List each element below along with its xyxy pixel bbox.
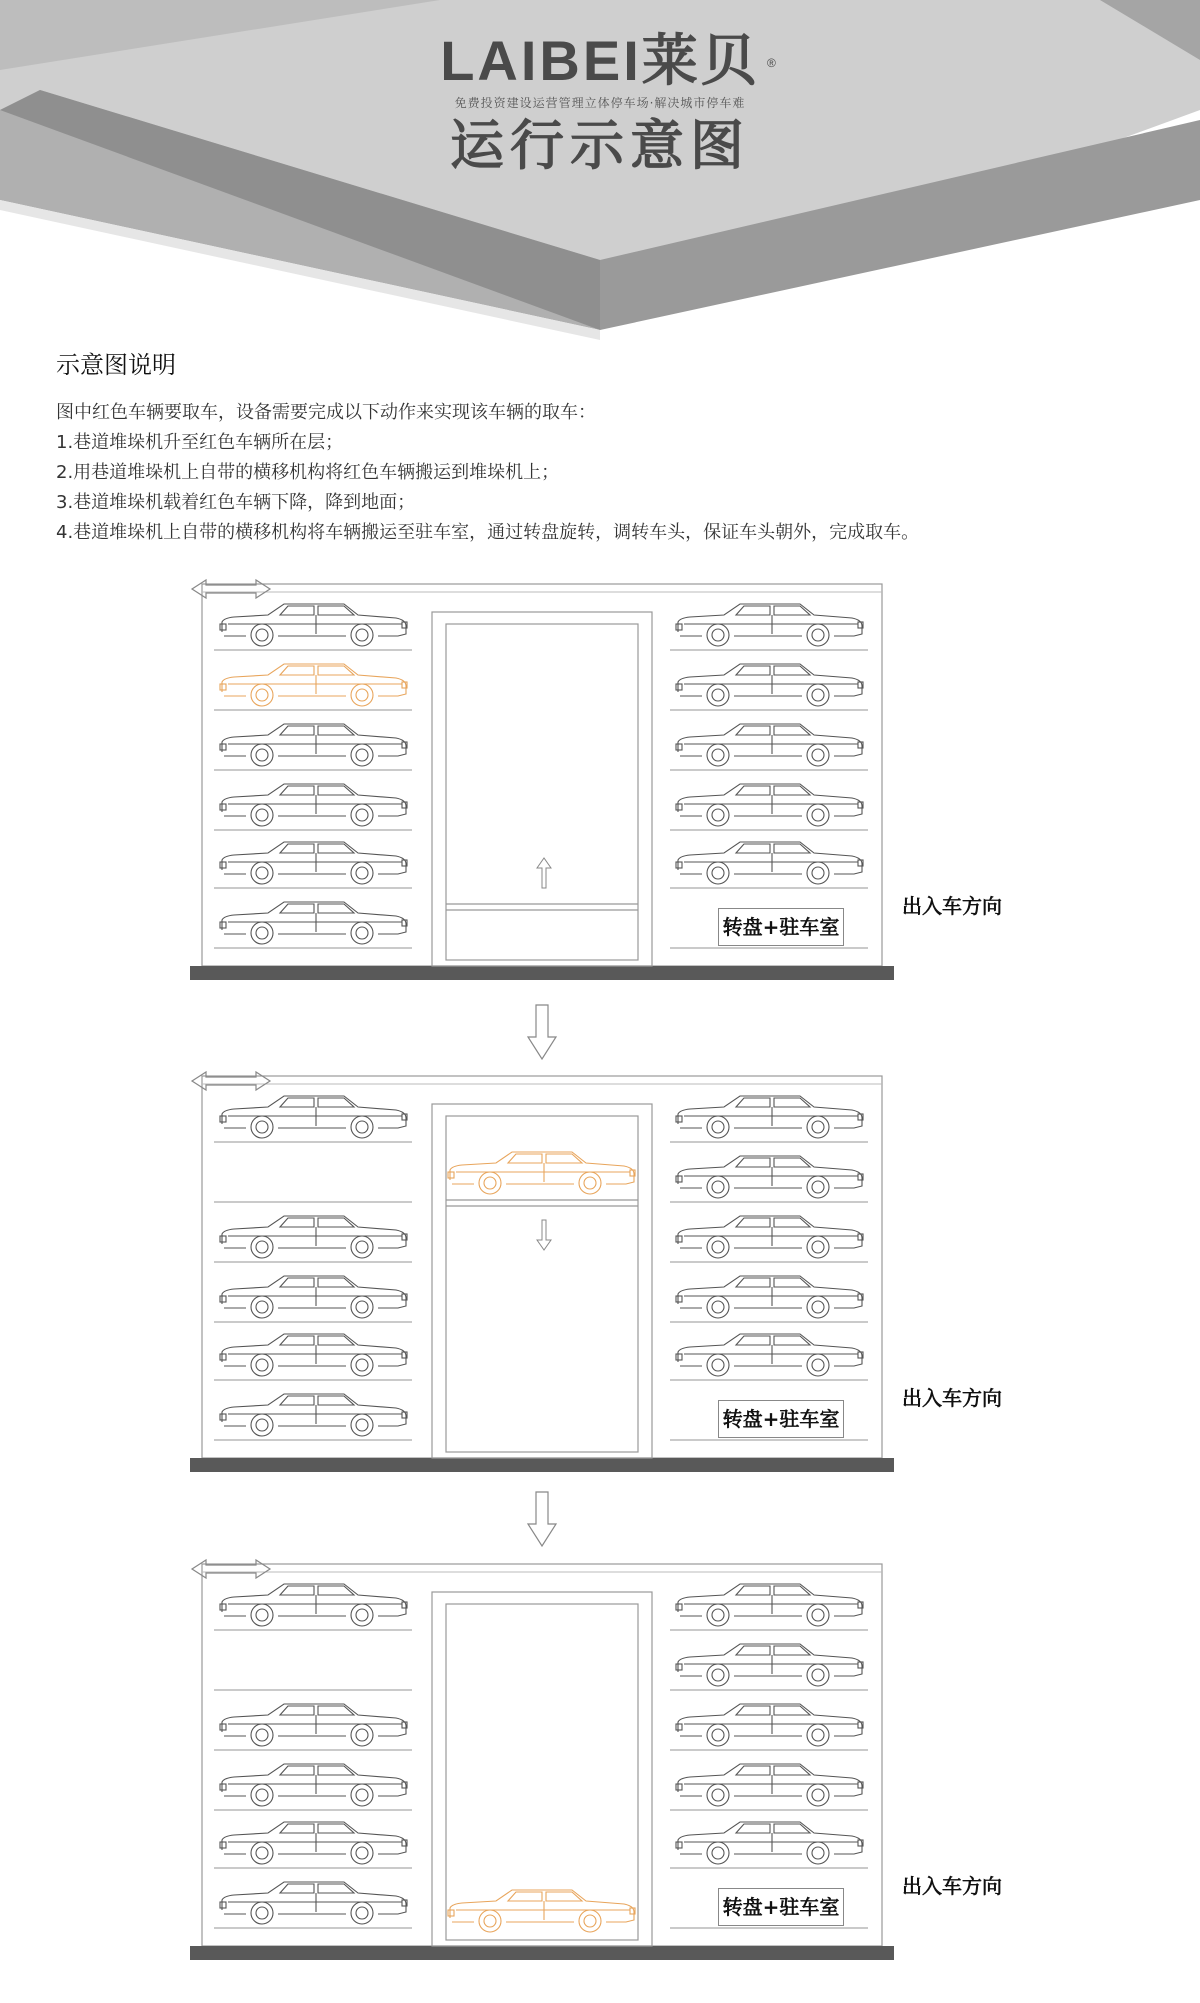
parked-car: [220, 1764, 407, 1806]
diagram-stage-3: [190, 1558, 1010, 1958]
parked-car: [220, 1216, 407, 1258]
description-step-1: 1.巷道堆垛机升至红色车辆所在层；: [56, 432, 344, 453]
arrow-down-icon: [537, 1220, 551, 1250]
brand-logo: [440, 29, 776, 92]
parked-car: [676, 1276, 863, 1318]
parked-car: [676, 1584, 863, 1626]
parked-car: [676, 1216, 863, 1258]
entry-direction-label: 出入车方向: [902, 1386, 1002, 1410]
double-arrow-icon: [190, 1558, 272, 1580]
parked-car: [676, 664, 863, 706]
ground-base: [190, 1458, 894, 1472]
parked-car: [676, 842, 863, 884]
lift-inner-shaft: [446, 1116, 638, 1452]
ground-base: [190, 966, 894, 980]
turntable-room-label: 转盘+驻车室: [718, 1400, 844, 1438]
parked-car: [220, 1822, 407, 1864]
diagram-stage-2: [190, 1070, 1010, 1470]
parked-car: [676, 1764, 863, 1806]
turntable-room-label: 转盘+驻车室: [718, 1888, 844, 1926]
entry-direction-label: 出入车方向: [902, 894, 1002, 918]
double-arrow-icon: [190, 578, 272, 600]
parked-car: [220, 1276, 407, 1318]
description-step-2: 2.用巷道堆垛机上自带的横移机构将红色车辆搬运到堆垛机上；: [56, 462, 560, 483]
parked-car: [220, 1882, 407, 1924]
parking-diagram-1: [190, 578, 1010, 978]
parked-car: [220, 604, 407, 646]
target-car-on-ground: [448, 1890, 635, 1932]
parked-car: [220, 1096, 407, 1138]
parked-car: [220, 1334, 407, 1376]
diagram-stage-1: [190, 578, 1010, 978]
parked-car: [676, 604, 863, 646]
brand-logo-text: LAIBEI莱贝: [440, 29, 760, 92]
parked-car: [676, 1156, 863, 1198]
parked-car: [220, 1584, 407, 1626]
parked-car: [676, 784, 863, 826]
parked-car: [676, 724, 863, 766]
page-title: 运行示意图: [450, 114, 750, 177]
parked-car: [676, 1334, 863, 1376]
parked-car: [676, 1644, 863, 1686]
parking-diagram-2: [190, 1070, 1010, 1470]
description-step-4: 4.巷道堆垛机上自带的横移机构将车辆搬运至驻车室，通过转盘旋转，调转车头，保证车头朝外，完成取车。: [56, 522, 920, 543]
turntable-room-label: 转盘+驻车室: [718, 908, 844, 946]
arrow-up-icon: [537, 858, 551, 888]
target-car-on-lift: [448, 1152, 635, 1194]
header-banner: [0, 0, 1200, 340]
description-section: [56, 348, 1156, 548]
parked-car: [220, 784, 407, 826]
ground-base: [190, 1946, 894, 1960]
parked-car: [676, 1704, 863, 1746]
brand-block: [0, 30, 1200, 179]
arrow-down-icon: [526, 1490, 558, 1548]
parking-diagram-3: [190, 1558, 1010, 1958]
registered-mark: ®: [766, 56, 776, 70]
target-car: [220, 664, 407, 706]
parked-car: [220, 724, 407, 766]
description-step-3: 3.巷道堆垛机载着红色车辆下降，降到地面；: [56, 492, 416, 513]
parked-car: [220, 1704, 407, 1746]
lift-shaft: [432, 612, 652, 966]
parked-car: [220, 842, 407, 884]
parked-car: [220, 902, 407, 944]
description-heading: 示意图说明: [56, 351, 176, 379]
entry-direction-label: 出入车方向: [902, 1874, 1002, 1898]
parked-car: [676, 1096, 863, 1138]
brand-slogan: 免费投资建设运营管理立体停车场·解决城市停车难: [454, 96, 746, 110]
parked-car: [220, 1394, 407, 1436]
double-arrow-icon: [190, 1070, 272, 1092]
parked-car: [676, 1822, 863, 1864]
description-intro: 图中红色车辆要取车，设备需要完成以下动作来实现该车辆的取车：: [56, 402, 596, 423]
arrow-down-icon: [526, 1003, 558, 1061]
